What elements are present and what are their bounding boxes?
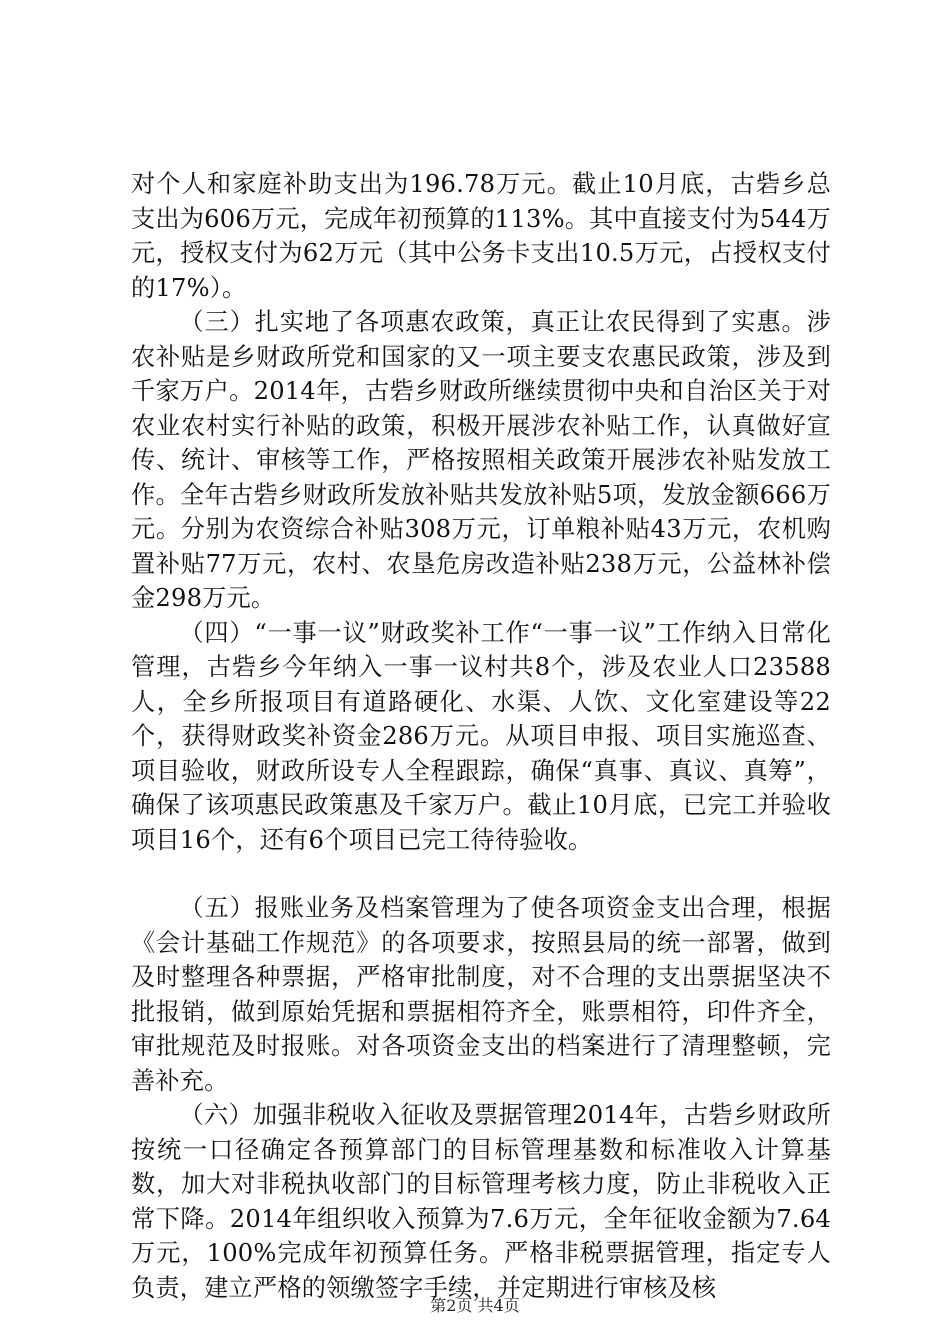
paragraph-one-matter-one-discussion: （四）“一事一议”财政奖补工作“一事一议”工作纳入日常化管理，古砦乡今年纳入一事一议村共8个，涉及农业人口23588人，全乡所报项目有道路硬化、水渠、人饮、文化室建设等22个，获得财政奖补资金286万元。从项目申报、项目实施巡查、项目验收，财政所设专人全程跟踪，确保“真事、真议、真筹”，确保了该项惠民政策惠及千家万户。截止10月底，已完工并验收项目16个，还有6个项目已完工待待验收。 — [131, 618, 831, 854]
document-body — [131, 167, 831, 1305]
paragraph-budget-summary: 对个人和家庭补助支出为196.78万元。截止10月底，古砦乡总支出为606万元，完成年初预算的113%。其中直接支付为544万元，授权支付为62万元（其中公务卡支出10.5万元，占授权支付的17%）。 — [131, 170, 832, 302]
paragraph-non-tax-revenue: （六）加强非税收入征收及票据管理2014年，古砦乡财政所按统一口径确定各预算部门的目标管理基数和标准收入计算基数，加大对非税执收部门的目标管理考核力度，防止非税收入正常下降。2014年组织收入预算为7.6万元，全年征收金额为7.64万元，100%完成年初预算任务。严格非税票据管理，指定专人负责，建立严格的领缴签字手续，并定期进行审核及核 — [131, 1101, 831, 1302]
page-footer: 第2页 共4页 — [430, 1296, 520, 1315]
paragraph-agricultural-subsidies: （三）扎实地了各项惠农政策，真正让农民得到了实惠。涉农补贴是乡财政所党和国家的又一项主要支农惠民政策，涉及到千家万户。2014年，古砦乡财政所继续贯彻中央和自治区关于对农业农村实行补贴的政策，积极开展涉农补贴工作，认真做好宣传、统计、审核等工作，严格按照相关政策开展涉农补贴发放工作。全年古砦乡财政所发放补贴共发放补贴5项，发放金额666万元。分别为农资综合补贴308万元，订单粮补贴43万元，农机购置补贴77万元，农村、农垦危房改造补贴238万元，公益林补偿金298万元。 — [131, 308, 831, 612]
paragraph-spacer — [131, 857, 831, 891]
paragraph-accounting-archives: （五）报账业务及档案管理为了使各项资金支出合理，根据《会计基础工作规范》的各项要求，按照县局的统一部署，做到及时整理各种票据，严格审批制度，对不合理的支出票据坚决不批报销，做到原始凭据和票据相符齐全，账票相符，印件齐全，审批规范及时报账。对各项资金支出的档案进行了清理整顿，完善补充。 — [131, 894, 831, 1095]
